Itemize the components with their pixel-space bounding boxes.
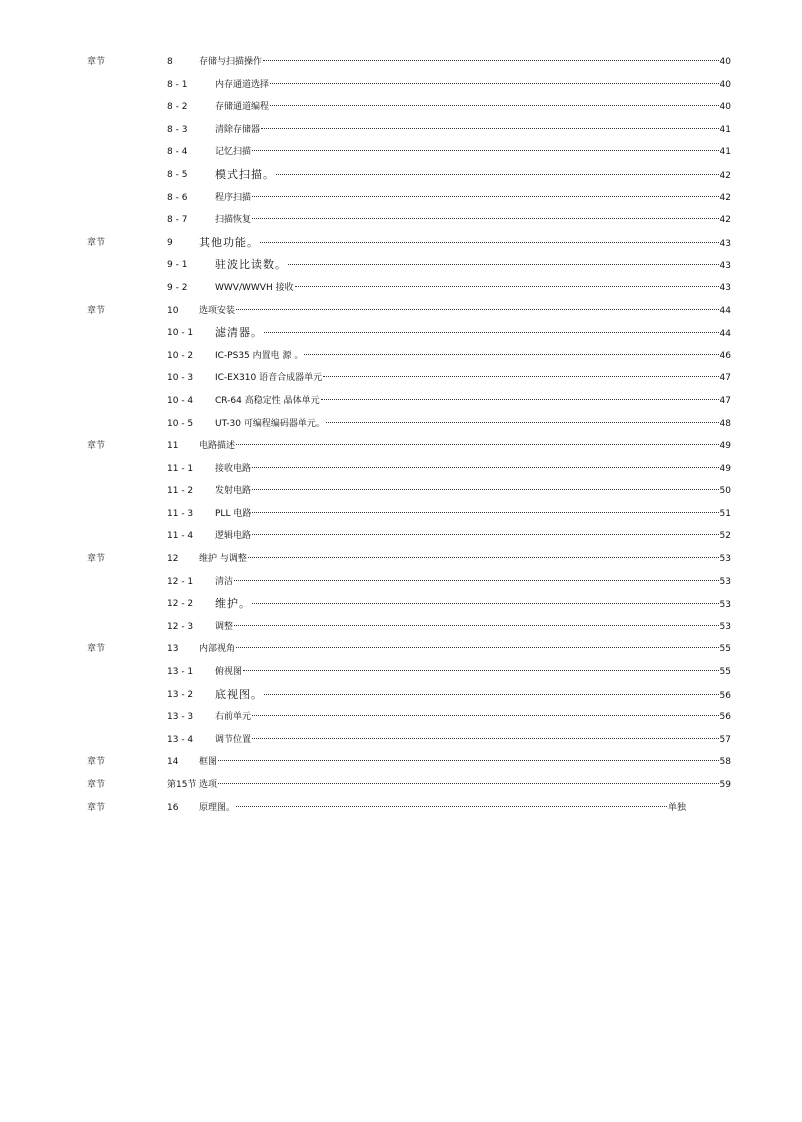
dot-leader [252, 512, 718, 513]
section-title: 俯视图 [215, 667, 243, 678]
section-number: 10 - 2 [167, 350, 194, 361]
section-title: 扫描恢复 [215, 215, 252, 226]
toc-entry[interactable] [0, 480, 802, 503]
chapter-label: 章节 [87, 305, 106, 316]
toc-entry-line [215, 729, 731, 752]
section-number: 12 - 3 [167, 621, 194, 632]
dot-leader [252, 467, 719, 468]
toc-entry[interactable] [0, 232, 802, 255]
section-title: 调节位置 [215, 734, 252, 745]
page-number: 53 [719, 576, 731, 587]
page-number: 52 [719, 531, 731, 542]
section-number: 13 - 4 [167, 734, 194, 745]
dot-leader [264, 332, 719, 333]
section-title: 清洁 [215, 576, 234, 587]
section-number: 9 - 1 [167, 260, 188, 271]
toc-entry[interactable] [0, 751, 802, 774]
section-number: 13 - 3 [167, 712, 194, 723]
toc-entry[interactable] [0, 187, 802, 210]
section-number: 8 - 6 [167, 192, 188, 203]
section-number: 10 - 4 [167, 395, 194, 406]
page-number: 53 [719, 621, 731, 632]
toc-entry[interactable] [0, 661, 802, 684]
section-number: 12 - 2 [167, 599, 194, 610]
section-number: 9 [167, 237, 173, 248]
page-number: 58 [719, 757, 731, 768]
dot-leader [236, 444, 719, 445]
toc-entry[interactable] [0, 164, 802, 187]
section-title: 驻波比读数。 [215, 258, 287, 272]
page-number: 41 [719, 124, 731, 135]
page-number: 40 [719, 79, 731, 90]
dot-leader [252, 489, 719, 490]
section-title: 选项安装 [199, 305, 236, 316]
section-title: CR-64 高稳定性 晶体单元 [215, 395, 320, 406]
section-number: 11 - 4 [167, 531, 194, 542]
section-title: 存储通道编程 [215, 102, 270, 113]
section-title: 滤清器。 [215, 326, 263, 340]
toc-entry-line [215, 525, 731, 548]
toc-entry[interactable] [0, 525, 802, 548]
toc-entry[interactable] [0, 593, 802, 616]
toc-entry-line [215, 74, 731, 97]
section-number: 8 - 4 [167, 147, 188, 158]
section-number: 8 - 5 [167, 169, 188, 180]
toc-entry-line [215, 254, 731, 278]
dot-leader [252, 738, 719, 739]
page-number: 40 [719, 102, 731, 113]
toc-entry[interactable] [0, 141, 802, 164]
section-title: 内部视角 [199, 644, 236, 655]
section-number: 8 - 1 [167, 79, 188, 90]
toc-entry-line [215, 367, 731, 390]
toc-entry[interactable] [0, 729, 802, 752]
section-title: 右前单元 [215, 712, 252, 723]
section-title: UT-30 可编程编码器单元。 [215, 418, 325, 429]
section-title: 原理图。 [199, 802, 236, 813]
toc-entry-line [215, 706, 731, 729]
dot-leader [236, 309, 719, 310]
toc-entry[interactable] [0, 277, 802, 300]
section-title: 电路描述 [199, 441, 236, 452]
dot-leader [295, 286, 719, 287]
dot-leader [252, 715, 719, 716]
dot-leader [252, 196, 719, 197]
section-number: 8 - 7 [167, 215, 188, 226]
page-number: 47 [719, 373, 731, 384]
toc-entry[interactable] [0, 345, 802, 368]
section-number: 14 [167, 757, 179, 768]
section-title: 程序扫描 [215, 192, 252, 203]
dot-leader [288, 264, 719, 265]
page-number: 51 [719, 508, 731, 519]
section-number: 11 - 2 [167, 486, 194, 497]
table-of-contents [0, 51, 802, 819]
toc-entry[interactable] [0, 300, 802, 323]
toc-entry-line [215, 503, 731, 526]
section-number: 13 - 1 [167, 667, 194, 678]
toc-entry[interactable] [0, 684, 802, 707]
section-number: 9 - 2 [167, 282, 188, 293]
dot-leader [270, 83, 719, 84]
section-number: 13 [167, 644, 179, 655]
section-number: 16 [167, 802, 179, 813]
toc-entry-line [199, 797, 686, 820]
section-number: 12 [167, 554, 179, 565]
toc-entry-line [215, 119, 731, 142]
page-number: 49 [719, 463, 731, 474]
toc-entry-line [215, 458, 731, 481]
page-number: 48 [719, 418, 731, 429]
section-number: 11 - 1 [167, 463, 194, 474]
toc-entry-line [215, 684, 731, 708]
toc-entry-line [199, 51, 731, 74]
chapter-label: 章节 [87, 554, 106, 565]
section-title: IC-PS35 内置电 源 。 [215, 350, 304, 361]
toc-entry-line [199, 751, 731, 774]
toc-entry[interactable] [0, 367, 802, 390]
dot-leader [218, 760, 719, 761]
toc-entry-line [215, 571, 731, 594]
toc-entry[interactable] [0, 774, 802, 797]
section-title: 接收电路 [215, 463, 252, 474]
dot-leader [252, 218, 719, 219]
page-number: 56 [719, 712, 731, 723]
toc-entry-line [215, 164, 731, 188]
chapter-label: 章节 [87, 757, 106, 768]
dot-leader [276, 174, 719, 175]
dot-leader [252, 603, 719, 604]
dot-leader [252, 150, 719, 151]
page-number: 41 [719, 147, 731, 158]
toc-entry-line [215, 345, 731, 368]
section-number: 13 - 2 [167, 689, 194, 700]
dot-leader [236, 806, 667, 807]
toc-entry[interactable] [0, 616, 802, 639]
toc-entry-line [215, 413, 731, 436]
toc-entry[interactable] [0, 119, 802, 142]
section-number: 12 - 1 [167, 576, 194, 587]
section-title: 底视图。 [215, 687, 263, 701]
dot-leader [248, 557, 719, 558]
section-title: 内存通道选择 [215, 79, 270, 90]
toc-entry-line [215, 593, 731, 617]
page-number: 44 [719, 305, 731, 316]
toc-entry-line [199, 774, 731, 797]
dot-leader [234, 580, 719, 581]
page-number: 40 [719, 57, 731, 67]
dot-leader [321, 399, 719, 400]
chapter-label: 章节 [87, 780, 106, 790]
toc-entry-line [199, 548, 731, 571]
page-number: 42 [719, 192, 731, 203]
dot-leader [264, 694, 719, 695]
dot-leader [236, 647, 719, 648]
toc-entry-line [215, 187, 731, 210]
section-number: 10 - 3 [167, 373, 194, 384]
toc-entry[interactable] [0, 74, 802, 97]
section-number: 10 - 1 [167, 328, 194, 339]
page-number: 43 [719, 282, 731, 293]
dot-leader [326, 422, 719, 423]
page-number: 43 [719, 261, 731, 272]
toc-entry-line [215, 616, 731, 639]
section-title: 其他功能。 [199, 235, 259, 249]
page-number: 47 [719, 395, 731, 406]
toc-entry-line [215, 390, 731, 413]
toc-entry-line [215, 277, 731, 300]
page-number: 59 [719, 780, 731, 790]
toc-entry-line [215, 209, 731, 232]
dot-leader [234, 625, 719, 626]
page-number: 53 [719, 600, 731, 611]
chapter-label: 章节 [87, 644, 106, 655]
page-number: 42 [719, 215, 731, 226]
section-number: 8 [167, 57, 173, 67]
section-title: WWV/WWVH 接收 [215, 282, 294, 293]
page-number: 46 [719, 350, 731, 361]
section-number: 10 - 5 [167, 418, 194, 429]
page-number: 44 [719, 329, 731, 340]
dot-leader [260, 242, 719, 243]
toc-entry-line [199, 300, 731, 323]
section-title: 选项 [199, 780, 218, 790]
toc-entry[interactable] [0, 571, 802, 594]
section-title: 维护。 [215, 597, 251, 611]
section-number: 第15节 [167, 780, 197, 790]
toc-entry[interactable] [0, 638, 802, 661]
toc-entry-line [215, 322, 731, 346]
page-number: 55 [719, 667, 731, 678]
section-title: 框图 [199, 757, 218, 768]
toc-entry-line [215, 480, 731, 503]
section-number: 8 - 3 [167, 124, 188, 135]
page-number: 43 [719, 238, 731, 249]
section-title: 发射电路 [215, 486, 252, 497]
section-number: 11 - 3 [167, 508, 194, 519]
toc-entry-line [199, 435, 731, 458]
section-title: 清除存储器 [215, 124, 261, 135]
toc-entry[interactable] [0, 209, 802, 232]
page-number: 53 [719, 554, 731, 565]
toc-entry-line [199, 638, 731, 661]
page-number: 单独 [667, 802, 686, 813]
toc-entry[interactable] [0, 322, 802, 345]
section-title: PLL 电路 [215, 508, 252, 519]
toc-entry[interactable] [0, 413, 802, 436]
dot-leader [218, 783, 719, 784]
toc-entry[interactable] [0, 254, 802, 277]
chapter-label: 章节 [87, 802, 106, 813]
section-number: 11 [167, 441, 179, 452]
section-title: 维护 与调整 [199, 554, 247, 565]
toc-entry-line [215, 661, 731, 684]
chapter-label: 章节 [87, 441, 106, 452]
page-number: 49 [719, 441, 731, 452]
toc-entry[interactable] [0, 51, 802, 74]
toc-entry[interactable] [0, 458, 802, 481]
dot-leader [270, 105, 719, 106]
section-number: 8 - 2 [167, 102, 188, 113]
dot-leader [304, 354, 718, 355]
section-title: 调整 [215, 621, 234, 632]
toc-entry[interactable] [0, 548, 802, 571]
toc-entry-line [215, 96, 731, 119]
toc-entry-line [215, 141, 731, 164]
toc-entry[interactable] [0, 503, 802, 526]
page-number: 56 [719, 690, 731, 701]
toc-entry-line [199, 232, 731, 256]
page-number: 50 [719, 486, 731, 497]
dot-leader [261, 128, 719, 129]
chapter-label: 章节 [87, 57, 106, 67]
page-number: 42 [719, 170, 731, 181]
page-number: 55 [719, 644, 731, 655]
section-title: 存储与扫描操作 [199, 57, 263, 67]
toc-entry[interactable] [0, 390, 802, 413]
toc-entry[interactable] [0, 706, 802, 729]
toc-entry[interactable] [0, 797, 802, 820]
chapter-label: 章节 [87, 237, 106, 248]
toc-entry[interactable] [0, 96, 802, 119]
section-number: 10 [167, 305, 179, 316]
section-title: IC-EX310 语音合成器单元 [215, 373, 323, 384]
dot-leader [323, 376, 718, 377]
section-title: 逻辑电路 [215, 531, 252, 542]
dot-leader [243, 670, 719, 671]
toc-entry[interactable] [0, 435, 802, 458]
section-title: 记忆扫描 [215, 147, 252, 158]
dot-leader [263, 60, 719, 61]
section-title: 模式扫描。 [215, 167, 275, 181]
page-number: 57 [719, 734, 731, 745]
dot-leader [252, 534, 719, 535]
